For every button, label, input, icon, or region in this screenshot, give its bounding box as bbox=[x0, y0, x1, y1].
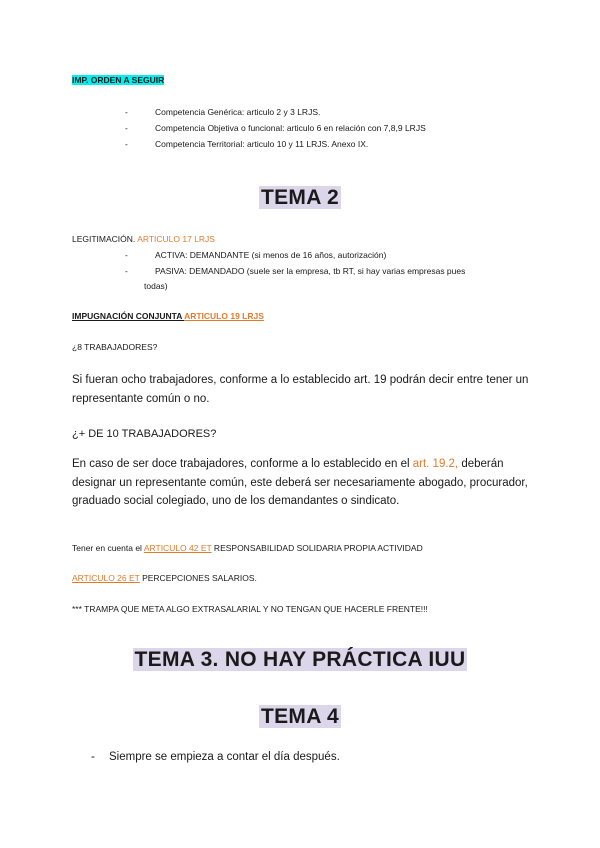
parte-pasiva-cont: todas) bbox=[144, 281, 168, 291]
imp-title: IMP. ORDEN A SEGUIR bbox=[72, 75, 165, 85]
imp-title-line bbox=[72, 75, 164, 85]
legitimacion-line bbox=[72, 234, 215, 244]
trampa-note: *** TRAMPA QUE META ALGO EXTRASALARIAL Y NO TENGAN QUE HACERLE FRENTE!!! bbox=[72, 604, 428, 614]
tema4-item: Siempre se empieza a contar el día después. bbox=[109, 751, 340, 763]
paragraph-10-text: En caso de ser doce trabajadores, conforme a lo establecido en el bbox=[72, 458, 413, 470]
art-42-ref: ARTICULO 42 ET bbox=[143, 543, 212, 553]
list-dash: - bbox=[125, 250, 128, 260]
tema2-heading: TEMA 2 bbox=[260, 186, 340, 209]
tener-text: RESPONSABILIDAD SOLIDARIA PROPIA ACTIVIDAD bbox=[211, 543, 423, 553]
list-dash: - bbox=[125, 107, 128, 117]
tema3-heading-line bbox=[0, 648, 600, 672]
list-dash: - bbox=[125, 139, 128, 149]
list-dash: - bbox=[125, 266, 128, 276]
question-10: ¿+ DE 10 TRABAJADORES? bbox=[72, 428, 217, 440]
art26-text: PERCEPCIONES SALARIOS. bbox=[139, 573, 257, 583]
list-dash: - bbox=[91, 751, 95, 763]
paragraph-8-line-1: Si fueran ocho trabajadores, conforme a lo establecido art. 19 podrán decir entre tener un bbox=[72, 374, 529, 386]
art26-line bbox=[72, 573, 257, 583]
paragraph-8-line-2: representante común o no. bbox=[72, 393, 210, 405]
tener-text: Tener en cuenta el bbox=[72, 543, 144, 553]
tema2-heading-line bbox=[0, 186, 600, 210]
competencia-item: Competencia Genérica: articulo 2 y 3 LRJS. bbox=[155, 107, 321, 117]
paragraph-10-line-2: designar un representante común, este deberá ser necesariamente abogado, procurador, bbox=[72, 477, 528, 489]
legitimacion-ref: ARTICULO 17 LRJS bbox=[137, 234, 215, 244]
legitimacion-label: LEGITIMACIÓN. bbox=[72, 234, 138, 244]
competencia-item: Competencia Objetiva o funcional: articulo 6 en relación con 7,8,9 LRJS bbox=[155, 123, 426, 133]
impugnacion-ref: ARTICULO 19 LRJS bbox=[184, 311, 264, 321]
tema4-heading: TEMA 4 bbox=[260, 705, 340, 728]
parte-activa: ACTIVA: DEMANDANTE (si menos de 16 años, autorización) bbox=[155, 250, 387, 260]
paragraph-10-text: deberán bbox=[458, 458, 504, 470]
tema4-heading-line bbox=[0, 705, 600, 729]
art-26-ref: ARTICULO 26 ET bbox=[72, 573, 140, 583]
parte-pasiva: PASIVA: DEMANDADO (suele ser la empresa, tb RT, si hay varias empresas pues bbox=[155, 266, 466, 276]
art-19-2-ref: art. 19.2, bbox=[412, 458, 459, 470]
paragraph-10-line-1 bbox=[72, 455, 504, 474]
tener-line bbox=[72, 543, 423, 553]
impugnacion-label: IMPUGNACIÓN CONJUNTA bbox=[72, 311, 185, 321]
question-8: ¿8 TRABAJADORES? bbox=[72, 342, 158, 352]
list-dash: - bbox=[125, 123, 128, 133]
paragraph-10-line-3: graduado social colegiado, uno de los demandantes o sindicato. bbox=[72, 495, 400, 507]
impugnacion-line bbox=[72, 311, 264, 321]
tema3-heading: TEMA 3. NO HAY PRÁCTICA IUU bbox=[134, 648, 466, 671]
competencia-item: Competencia Territorial: articulo 10 y 11 LRJS. Anexo IX. bbox=[155, 139, 369, 149]
